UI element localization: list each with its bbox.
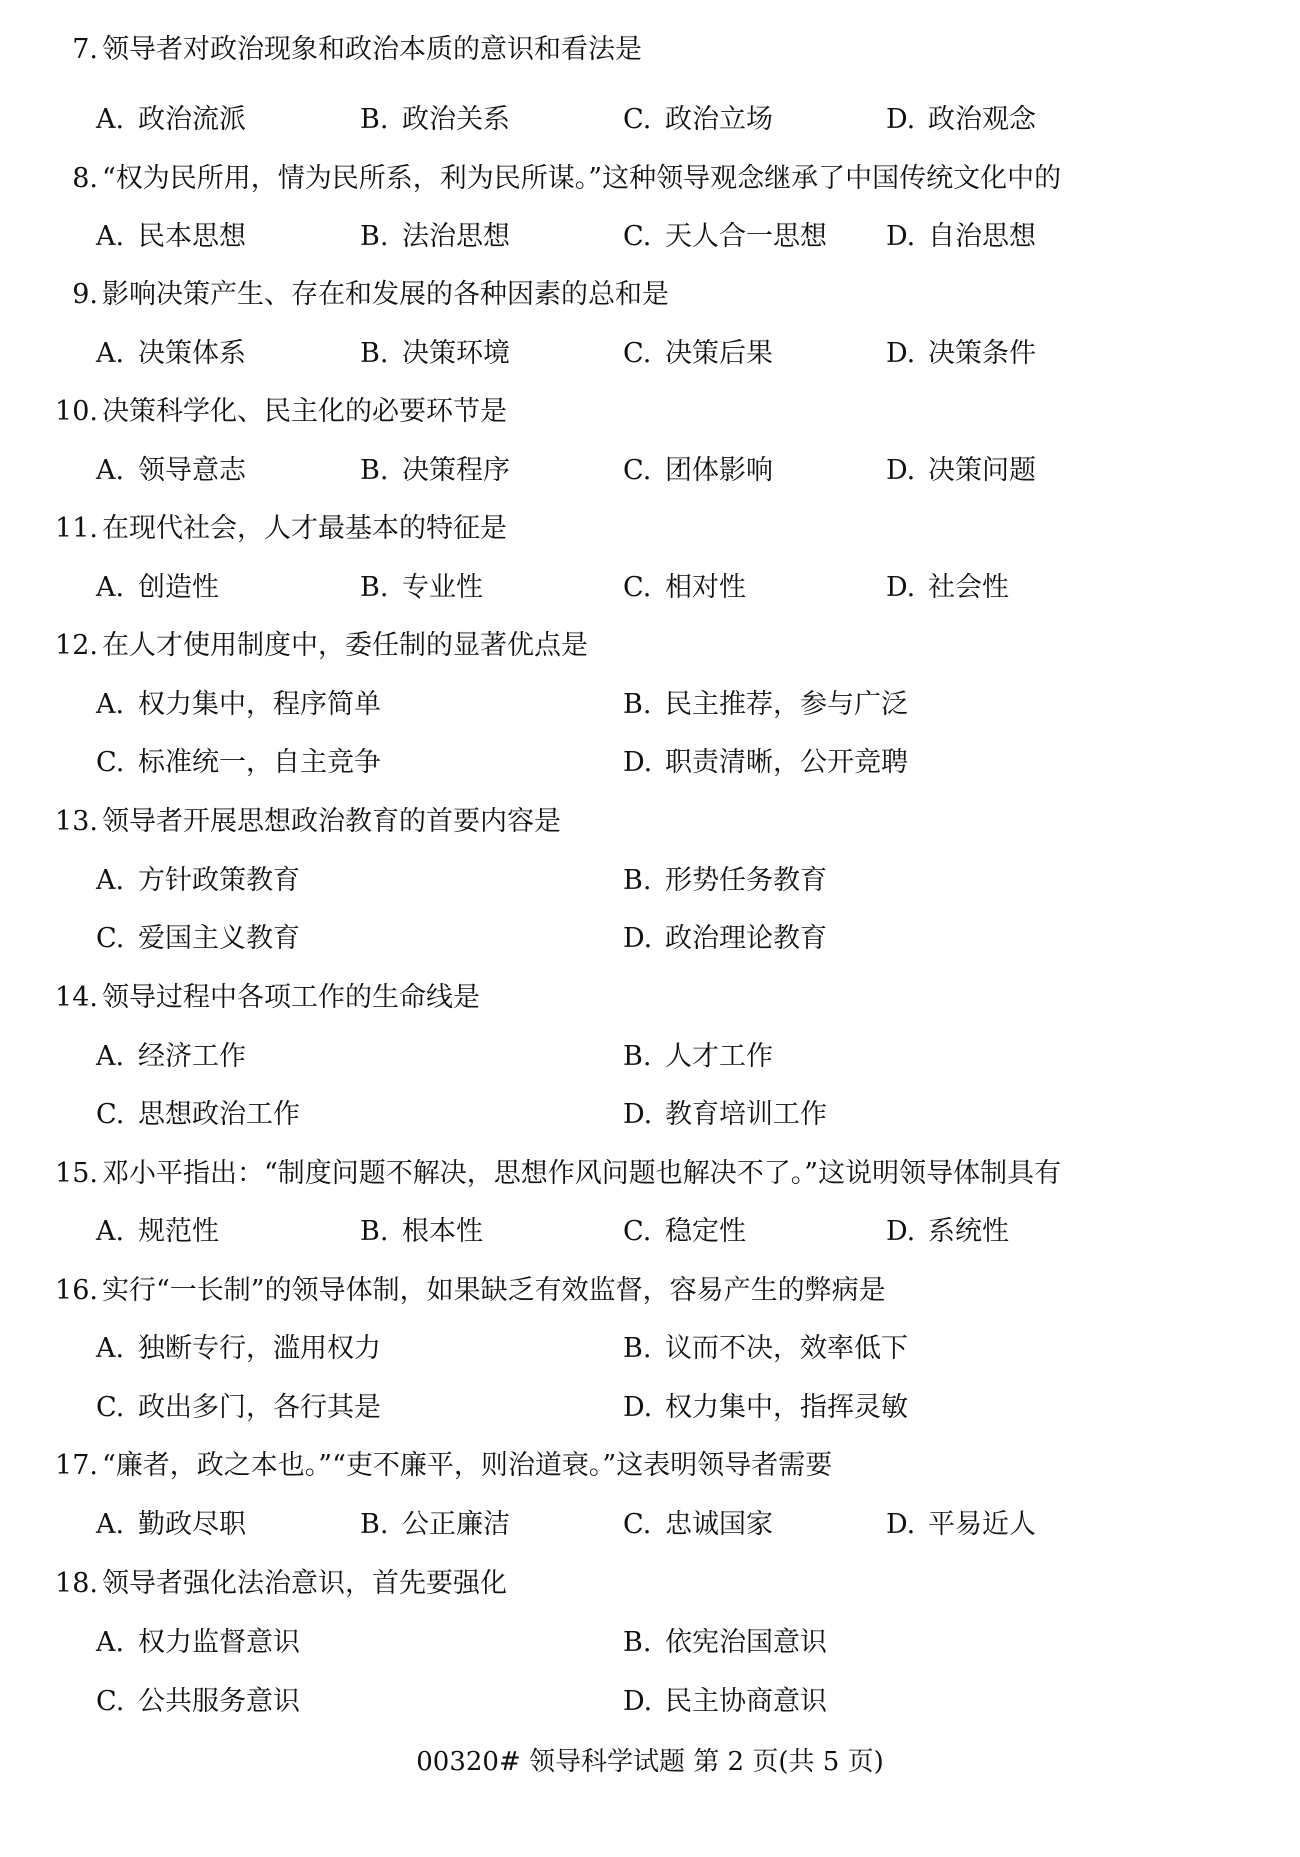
option-text: 方针政策教育 <box>138 865 300 896</box>
option-d[interactable] <box>886 1210 1009 1254</box>
option-text: 教育培训工作 <box>665 1099 827 1130</box>
option-text: 议而不决，效率低下 <box>665 1333 908 1364</box>
option-a[interactable] <box>96 1210 219 1254</box>
option-text: 相对性 <box>665 572 746 603</box>
option-label: B. <box>360 455 389 486</box>
question-stem <box>40 1444 832 1488</box>
option-text: 思想政治工作 <box>138 1099 300 1130</box>
option-text: 忠诚国家 <box>665 1509 773 1540</box>
option-text: 创造性 <box>138 572 219 603</box>
option-text: 系统性 <box>928 1216 1009 1247</box>
option-label: D. <box>886 104 916 135</box>
option-text: 独断专行，滥用权力 <box>138 1333 381 1364</box>
question-number: 10. <box>55 396 98 427</box>
option-c[interactable] <box>96 917 300 961</box>
option-label: A. <box>96 572 125 603</box>
option-text: 政治立场 <box>665 104 773 135</box>
option-label: A. <box>96 865 125 896</box>
option-b[interactable] <box>360 449 510 493</box>
option-text: 社会性 <box>928 572 1009 603</box>
page-footer: 00320# 领导科学试题 第 2 页(共 5 页) <box>416 1747 884 1777</box>
option-a[interactable] <box>96 566 219 610</box>
option-text: 法治思想 <box>402 221 510 252</box>
option-a[interactable] <box>96 859 300 903</box>
option-d[interactable] <box>886 332 1036 376</box>
option-label: C. <box>96 1686 125 1717</box>
option-label: B. <box>360 221 389 252</box>
option-label: D. <box>886 455 916 486</box>
option-c[interactable] <box>623 215 827 259</box>
question-stem <box>40 624 588 668</box>
question-number: 13. <box>55 806 98 837</box>
option-d[interactable] <box>623 1093 827 1137</box>
option-label: C. <box>96 1392 125 1423</box>
option-text: 专业性 <box>402 572 483 603</box>
option-text: 权力监督意识 <box>138 1627 300 1658</box>
option-label: B. <box>360 1216 389 1247</box>
option-label: C. <box>623 221 652 252</box>
option-text: 依宪治国意识 <box>665 1627 827 1658</box>
question-stem <box>40 1152 1061 1196</box>
option-b[interactable] <box>623 1621 827 1665</box>
option-c[interactable] <box>96 741 381 785</box>
question-stem <box>40 1269 886 1313</box>
option-text: 权力集中，指挥灵敏 <box>665 1392 908 1423</box>
option-d[interactable] <box>886 98 1036 142</box>
option-text: 政治关系 <box>402 104 510 135</box>
option-b[interactable] <box>360 98 510 142</box>
option-label: D. <box>623 1392 653 1423</box>
question-stem <box>40 800 561 844</box>
option-a[interactable] <box>96 332 246 376</box>
question-text: 在现代社会，人才最基本的特征是 <box>102 513 507 544</box>
option-text: 决策后果 <box>665 338 773 369</box>
question-text: 领导过程中各项工作的生命线是 <box>102 982 480 1013</box>
option-label: B. <box>623 1041 652 1072</box>
option-text: 决策体系 <box>138 338 246 369</box>
question-number: 11. <box>55 513 98 544</box>
option-text: 决策程序 <box>402 455 510 486</box>
option-text: 政治观念 <box>928 104 1036 135</box>
option-label: D. <box>623 1686 653 1717</box>
question-stem <box>40 28 642 72</box>
option-label: C. <box>623 1509 652 1540</box>
question-text: “权为民所用，情为民所系，利为民所谋。”这种领导观念继承了中国传统文化中的 <box>102 163 1062 194</box>
option-text: 职责清晰，公开竞聘 <box>665 747 908 778</box>
option-d[interactable] <box>886 566 1009 610</box>
question-number: 18. <box>55 1568 98 1599</box>
option-label: A. <box>96 1041 125 1072</box>
option-text: 规范性 <box>138 1216 219 1247</box>
option-label: D. <box>623 923 653 954</box>
question-number: 8. <box>72 163 98 194</box>
option-a[interactable] <box>96 98 246 142</box>
option-c[interactable] <box>623 449 773 493</box>
option-label: B. <box>360 104 389 135</box>
option-text: 自治思想 <box>928 221 1036 252</box>
option-label: C. <box>623 572 652 603</box>
option-text: 稳定性 <box>665 1216 746 1247</box>
option-b[interactable] <box>623 1327 908 1371</box>
option-label: C. <box>96 1099 125 1130</box>
option-c[interactable] <box>623 1503 773 1547</box>
option-c[interactable] <box>623 566 746 610</box>
option-b[interactable] <box>360 332 510 376</box>
option-label: D. <box>886 221 916 252</box>
option-label: A. <box>96 1333 125 1364</box>
option-text: 决策问题 <box>928 455 1036 486</box>
option-b[interactable] <box>623 859 827 903</box>
option-a[interactable] <box>96 1327 381 1371</box>
option-c[interactable] <box>96 1386 381 1430</box>
question-text: 影响决策产生、存在和发展的各种因素的总和是 <box>102 279 669 310</box>
option-label: D. <box>886 338 916 369</box>
question-stem <box>40 507 507 551</box>
option-text: 形势任务教育 <box>665 865 827 896</box>
question-text: 在人才使用制度中，委任制的显著优点是 <box>102 630 588 661</box>
option-label: C. <box>623 1216 652 1247</box>
option-label: A. <box>96 104 125 135</box>
option-label: C. <box>623 104 652 135</box>
option-text: 决策环境 <box>402 338 510 369</box>
option-label: D. <box>886 1216 916 1247</box>
option-d[interactable] <box>623 741 908 785</box>
option-a[interactable] <box>96 683 381 727</box>
option-label: A. <box>96 689 125 720</box>
option-text: 平易近人 <box>928 1509 1036 1540</box>
option-label: A. <box>96 338 125 369</box>
option-a[interactable] <box>96 1035 246 1079</box>
question-number: 14. <box>55 982 98 1013</box>
question-text: 邓小平指出：“制度问题不解决，思想作风问题也解决不了。”这说明领导体制具有 <box>102 1158 1062 1189</box>
question-number: 12. <box>55 630 98 661</box>
option-c[interactable] <box>623 332 773 376</box>
option-d[interactable] <box>886 449 1036 493</box>
question-stem <box>40 157 1061 201</box>
option-label: C. <box>623 338 652 369</box>
option-d[interactable] <box>623 1680 827 1724</box>
option-text: 根本性 <box>402 1216 483 1247</box>
option-text: 民主协商意识 <box>665 1686 827 1717</box>
question-text: 领导者对政治现象和政治本质的意识和看法是 <box>102 34 642 65</box>
option-label: B. <box>360 1509 389 1540</box>
option-b[interactable] <box>360 1503 510 1547</box>
option-text: 政出多门，各行其是 <box>138 1392 381 1423</box>
option-text: 权力集中，程序简单 <box>138 689 381 720</box>
question-number: 15. <box>55 1158 98 1189</box>
option-label: B. <box>623 865 652 896</box>
option-a[interactable] <box>96 1621 300 1665</box>
option-label: A. <box>96 221 125 252</box>
option-label: D. <box>623 1099 653 1130</box>
question-number: 16. <box>55 1275 98 1306</box>
question-stem <box>40 273 669 317</box>
option-label: B. <box>360 572 389 603</box>
question-number: 17. <box>55 1450 98 1481</box>
option-b[interactable] <box>360 1210 483 1254</box>
option-label: A. <box>96 1509 125 1540</box>
option-b[interactable] <box>360 215 510 259</box>
option-text: 民本思想 <box>138 221 246 252</box>
question-text: 领导者强化法治意识，首先要强化 <box>102 1568 507 1599</box>
option-label: C. <box>96 923 125 954</box>
question-number: 7. <box>72 34 98 65</box>
option-label: B. <box>360 338 389 369</box>
option-c[interactable] <box>96 1093 300 1137</box>
option-label: C. <box>623 455 652 486</box>
question-stem <box>40 1562 507 1606</box>
option-c[interactable] <box>623 98 773 142</box>
option-b[interactable] <box>360 566 483 610</box>
option-text: 民主推荐，参与广泛 <box>665 689 908 720</box>
option-a[interactable] <box>96 1503 246 1547</box>
question-stem <box>40 390 507 434</box>
option-d[interactable] <box>886 1503 1036 1547</box>
option-text: 勤政尽职 <box>138 1509 246 1540</box>
option-label: B. <box>623 1333 652 1364</box>
question-number: 9. <box>72 279 98 310</box>
question-text: 决策科学化、民主化的必要环节是 <box>102 396 507 427</box>
option-label: C. <box>96 747 125 778</box>
option-text: 政治理论教育 <box>665 923 827 954</box>
option-d[interactable] <box>623 917 827 961</box>
option-label: D. <box>886 1509 916 1540</box>
option-text: 爱国主义教育 <box>138 923 300 954</box>
option-b[interactable] <box>623 683 908 727</box>
option-text: 标准统一，自主竞争 <box>138 747 381 778</box>
option-label: D. <box>623 747 653 778</box>
option-label: D. <box>886 572 916 603</box>
option-c[interactable] <box>623 1210 746 1254</box>
option-b[interactable] <box>623 1035 773 1079</box>
option-text: 领导意志 <box>138 455 246 486</box>
question-text: 实行“一长制”的领导体制，如果缺乏有效监督，容易产生的弊病是 <box>102 1275 886 1306</box>
question-stem <box>40 976 480 1020</box>
option-text: 经济工作 <box>138 1041 246 1072</box>
option-text: 公正廉洁 <box>402 1509 510 1540</box>
option-label: A. <box>96 1627 125 1658</box>
option-a[interactable] <box>96 215 246 259</box>
option-d[interactable] <box>623 1386 908 1430</box>
option-label: A. <box>96 455 125 486</box>
question-text: 领导者开展思想政治教育的首要内容是 <box>102 806 561 837</box>
option-d[interactable] <box>886 215 1036 259</box>
option-text: 天人合一思想 <box>665 221 827 252</box>
option-text: 人才工作 <box>665 1041 773 1072</box>
option-label: A. <box>96 1216 125 1247</box>
question-text: “廉者，政之本也。”“吏不廉平，则治道衰。”这表明领导者需要 <box>102 1450 833 1481</box>
option-text: 公共服务意识 <box>138 1686 300 1717</box>
option-text: 团体影响 <box>665 455 773 486</box>
option-c[interactable] <box>96 1680 300 1724</box>
option-a[interactable] <box>96 449 246 493</box>
option-label: B. <box>623 1627 652 1658</box>
option-text: 决策条件 <box>928 338 1036 369</box>
option-label: B. <box>623 689 652 720</box>
option-text: 政治流派 <box>138 104 246 135</box>
